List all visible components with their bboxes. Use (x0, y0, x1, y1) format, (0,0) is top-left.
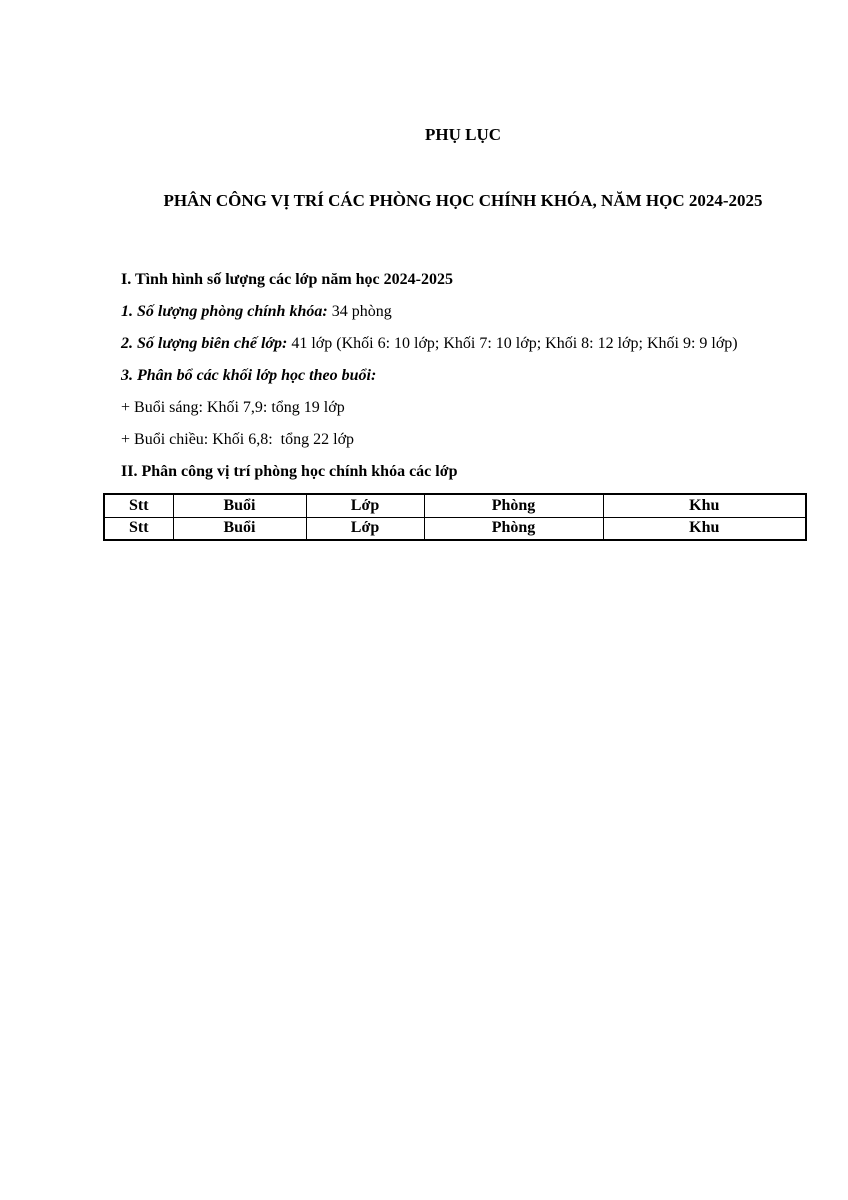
room-table-body (104, 494, 806, 540)
room-assignment-table (103, 493, 807, 541)
table-header-row (104, 517, 806, 540)
item-2-value: 41 lớp (Khối 6: 10 lớp; Khối 7: 10 lớp; Khối 8: 12 lớp; Khối 9: 9 lớp) (287, 335, 738, 352)
column-header-lớp: Lớp (306, 517, 424, 540)
column-header-lớp: Lớp (306, 494, 424, 517)
item-1 (121, 303, 805, 320)
section-1-heading: I. Tình hình số lượng các lớp năm học 2024-2025 (121, 271, 453, 288)
item-2 (121, 335, 805, 352)
column-header-stt: Stt (104, 517, 173, 540)
column-header-phòng: Phòng (424, 494, 603, 517)
table-header-row (104, 494, 806, 517)
item-2-label: 2. Số lượng biên chế lớp: (121, 335, 288, 352)
bullet-afternoon: + Buổi chiều: Khối 6,8: tổng 22 lớp (121, 431, 355, 448)
title-line-2: PHÂN CÔNG VỊ TRÍ CÁC PHÒNG HỌC CHÍNH KHÓA, NĂM HỌC 2024-2025 (163, 191, 763, 210)
item-1-value: 34 phòng (327, 303, 392, 320)
column-header-phòng: Phòng (424, 517, 603, 540)
column-header-buổi: Buổi (173, 517, 306, 540)
column-header-khu: Khu (603, 517, 806, 540)
column-header-stt: Stt (104, 494, 173, 517)
bullet-morning: + Buổi sáng: Khối 7,9: tổng 19 lớp (121, 399, 345, 416)
column-header-buổi: Buổi (173, 494, 306, 517)
section-2-heading: II. Phân công vị trí phòng học chính khóa các lớp (121, 463, 458, 480)
document-title (121, 0, 805, 256)
item-1-label: 1. Số lượng phòng chính khóa: (121, 303, 328, 320)
title-line-1: PHỤ LỤC (424, 125, 502, 144)
column-header-khu: Khu (603, 494, 806, 517)
item-3: 3. Phân bổ các khối lớp học theo buổi: (121, 367, 377, 384)
